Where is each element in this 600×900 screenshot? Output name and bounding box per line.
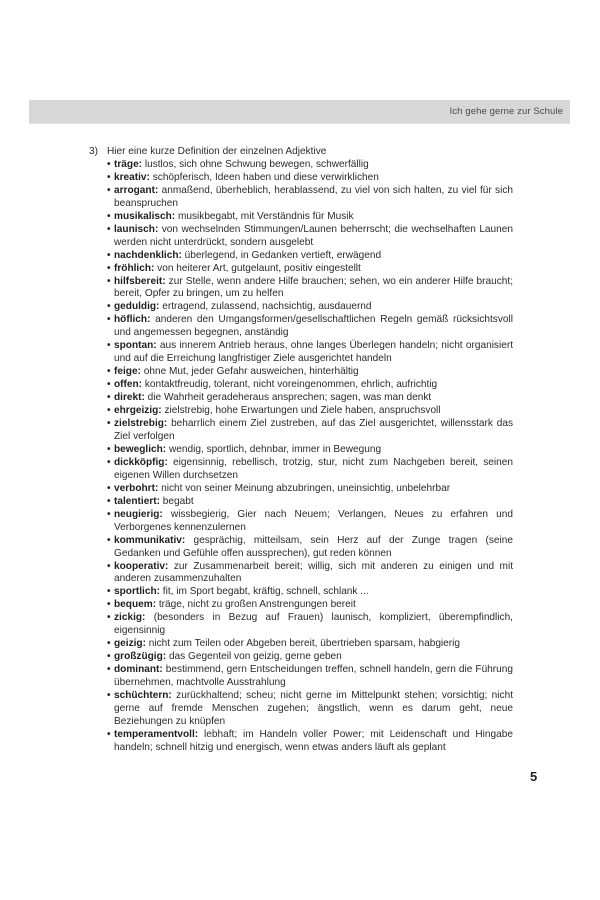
definition-text: bestimmend, gern Entscheidungen treffen, schnell handeln, gern die Führung übernehmen, machtvolle Ausstrahlung bbox=[114, 664, 513, 689]
bullet-icon: • bbox=[107, 379, 111, 391]
definition-item bbox=[107, 586, 513, 599]
bullet-icon: • bbox=[107, 340, 111, 352]
bullet-icon: • bbox=[107, 638, 111, 650]
definition-item bbox=[107, 185, 513, 211]
bullet-icon: • bbox=[107, 664, 111, 676]
definition-text: (besonders in Bezug auf Frauen) launisch, kompliziert, überempfindlich, eigensinnig bbox=[114, 612, 513, 637]
definition-text: überlegend, in Gedanken vertieft, erwägend bbox=[181, 249, 382, 261]
definition-text: fit, im Sport begabt, kräftig, schnell, schlank ... bbox=[159, 586, 369, 598]
bullet-icon: • bbox=[107, 405, 111, 417]
definition-text: anderen den Umgangsformen/gesellschaftlichen Regeln gemäß rücksichtsvoll und angemessen begegnen, anständig bbox=[114, 314, 513, 339]
bullet-icon: • bbox=[107, 534, 111, 546]
definition-term: dominant: bbox=[114, 664, 163, 676]
definition-item bbox=[107, 392, 513, 405]
definition-item bbox=[107, 224, 513, 250]
definition-text: die Wahrheit geradeheraus ansprechen; sagen, was man denkt bbox=[144, 392, 432, 404]
page-content bbox=[89, 146, 513, 755]
bullet-icon: • bbox=[107, 366, 111, 378]
definition-item bbox=[107, 638, 513, 651]
definition-term: temperamentvoll: bbox=[114, 728, 199, 740]
definition-term: feige: bbox=[114, 366, 141, 378]
definition-term: beweglich: bbox=[114, 443, 167, 455]
bullet-icon: • bbox=[107, 262, 111, 274]
definition-text: kontaktfreudig, tolerant, nicht voreingenommen, ehrlich, aufrichtig bbox=[142, 379, 438, 391]
definition-term: spontan: bbox=[114, 340, 157, 352]
bullet-icon: • bbox=[107, 418, 111, 430]
definition-item bbox=[107, 211, 513, 224]
bullet-icon: • bbox=[107, 560, 111, 572]
bullet-icon: • bbox=[107, 392, 111, 404]
definition-text: aus innerem Antrieb heraus, ohne langes Überlegen handeln; nicht organisiert und auf die Erreichung langfristiger Ziele ausgerichtet handeln bbox=[114, 340, 513, 365]
definition-term: neugierig: bbox=[114, 508, 163, 520]
definition-text: das Gegenteil von geizig, gerne geben bbox=[166, 651, 342, 663]
definition-term: fröhlich: bbox=[114, 262, 155, 274]
definition-term: geizig: bbox=[114, 638, 146, 650]
definition-text: träge, nicht zu großen Anstrengungen bereit bbox=[156, 599, 356, 611]
definition-text: ertragend, zulassend, nachsichtig, ausdauernd bbox=[159, 301, 372, 313]
definition-item bbox=[107, 729, 513, 755]
definition-list bbox=[89, 159, 513, 755]
bullet-icon: • bbox=[107, 482, 111, 494]
running-header-bar bbox=[29, 100, 570, 124]
definition-term: direkt: bbox=[114, 392, 145, 404]
definition-text: wendig, sportlich, dehnbar, immer in Bewegung bbox=[166, 443, 382, 455]
definition-text: von wechselnden Stimmungen/Launen beherrscht; die wechselhaften Launen werden nicht unterdrückt, sondern ausgelebt bbox=[114, 223, 513, 248]
bullet-icon: • bbox=[107, 301, 111, 313]
definition-item bbox=[107, 457, 513, 483]
definition-item bbox=[107, 535, 513, 561]
definition-item bbox=[107, 366, 513, 379]
definition-item bbox=[107, 159, 513, 172]
definition-term: dickköpfig: bbox=[114, 456, 168, 468]
definition-item bbox=[107, 418, 513, 444]
definition-text: nicht zum Teilen oder Abgeben bereit, übertrieben sparsam, habgierig bbox=[145, 638, 461, 650]
definition-term: sportlich: bbox=[114, 586, 160, 598]
definition-item bbox=[107, 651, 513, 664]
bullet-icon: • bbox=[107, 728, 111, 740]
definition-text: gesprächig, mitteilsam, sein Herz auf der Zunge tragen (seine Gedanken und Gefühle offen aussprechen), gut reden können bbox=[114, 534, 513, 559]
definition-item bbox=[107, 314, 513, 340]
definition-term: geduldig: bbox=[114, 301, 160, 313]
definition-term: hilfsbereit: bbox=[114, 275, 166, 287]
definition-term: musikalisch: bbox=[114, 210, 176, 222]
bullet-icon: • bbox=[107, 171, 111, 183]
definition-term: kooperativ: bbox=[114, 560, 169, 572]
definition-text: beharrlich einem Ziel zustreben, auf das Ziel ausgerichtet, willensstark das Ziel verfolgen bbox=[114, 418, 513, 442]
definition-term: verbohrt: bbox=[114, 482, 159, 494]
bullet-icon: • bbox=[107, 508, 111, 520]
definition-text: schöpferisch, Ideen haben und diese verwirklichen bbox=[149, 171, 379, 183]
definition-item bbox=[107, 664, 513, 690]
running-header-title: Ich gehe gerne zur Schule bbox=[449, 106, 563, 117]
definition-term: talentiert: bbox=[114, 495, 160, 507]
definition-item bbox=[107, 250, 513, 263]
definition-item bbox=[107, 509, 513, 535]
definition-item bbox=[107, 172, 513, 185]
definition-text: anmaßend, überheblich, herablassend, zu viel von sich halten, zu viel für sich beanspruchen bbox=[114, 184, 513, 209]
definition-item bbox=[107, 263, 513, 276]
definition-text: wissbegierig, Gier nach Neuem; Verlangen, Neues zu erfahren und Verborgenes kennenzulernen bbox=[114, 508, 513, 533]
definition-term: höflich: bbox=[114, 314, 151, 326]
definition-term: launisch: bbox=[114, 223, 159, 235]
definition-term: arrogant: bbox=[114, 184, 159, 196]
bullet-icon: • bbox=[107, 443, 111, 455]
definition-term: zickig: bbox=[114, 612, 146, 624]
bullet-icon: • bbox=[107, 249, 111, 261]
definition-text: ohne Mut, jeder Gefahr ausweichen, hinterhältig bbox=[140, 366, 359, 378]
definition-item bbox=[107, 340, 513, 366]
definition-item bbox=[107, 612, 513, 638]
bullet-icon: • bbox=[107, 275, 111, 287]
definition-text: zur Stelle, wenn andere Hilfe brauchen; sehen, wo ein anderer Hilfe braucht; bereit, Opfer zu bringen, um zu helfen bbox=[114, 275, 513, 300]
definition-item bbox=[107, 276, 513, 302]
definition-text: eigensinnig, rebellisch, trotzig, stur, nicht zum Nachgeben bereit, seinen eigenen Willen durchsetzen bbox=[114, 456, 513, 481]
definition-item bbox=[107, 444, 513, 457]
page-number: 5 bbox=[530, 769, 538, 784]
definition-item bbox=[107, 483, 513, 496]
definition-text: zurückhaltend; scheu; nicht gerne im Mittelpunkt stehen; vorsichtig; nicht gerne auf fremde Menschen zugehen; ängstlich, wenn es darum geht, neue Beziehungen zu knüpfen bbox=[114, 690, 513, 727]
definition-item bbox=[107, 405, 513, 418]
definition-term: bequem: bbox=[114, 599, 157, 611]
definition-text: lustlos, sich ohne Schwung bewegen, schwerfällig bbox=[142, 158, 369, 170]
section-number: 3) bbox=[89, 146, 98, 157]
definition-text: nicht von seiner Meinung abzubringen, uneinsichtig, unbelehrbar bbox=[158, 482, 451, 494]
definition-term: kommunikativ: bbox=[114, 534, 186, 546]
definition-term: zielstrebig: bbox=[114, 418, 168, 430]
bullet-icon: • bbox=[107, 586, 111, 598]
definition-item bbox=[107, 496, 513, 509]
bullet-icon: • bbox=[107, 651, 111, 663]
bullet-icon: • bbox=[107, 495, 111, 507]
definition-term: ehrgeizig: bbox=[114, 405, 162, 417]
definition-item bbox=[107, 301, 513, 314]
section-intro: Hier eine kurze Definition der einzelnen Adjektive bbox=[107, 146, 327, 157]
definition-term: großzügig: bbox=[114, 651, 167, 663]
definition-term: offen: bbox=[114, 379, 143, 391]
definition-text: lebhaft; im Handeln voller Power; mit Leidenschaft und Hingabe handeln; schnell hitzig und energisch, wenn etwas anders läuft als geplant bbox=[114, 728, 513, 753]
bullet-icon: • bbox=[107, 158, 111, 170]
definition-term: schüchtern: bbox=[114, 690, 172, 702]
bullet-icon: • bbox=[107, 314, 111, 326]
bullet-icon: • bbox=[107, 184, 111, 196]
definition-text: zielstrebig, hohe Erwartungen und Ziele haben, anspruchsvoll bbox=[161, 405, 441, 417]
definition-term: nachdenklich: bbox=[114, 249, 182, 261]
definition-text: musikbegabt, mit Verständnis für Musik bbox=[175, 210, 354, 222]
definition-item bbox=[107, 379, 513, 392]
definition-term: träge: bbox=[114, 158, 143, 170]
bullet-icon: • bbox=[107, 223, 111, 235]
bullet-icon: • bbox=[107, 456, 111, 468]
bullet-icon: • bbox=[107, 690, 111, 702]
definition-text: von heiterer Art, gutgelaunt, positiv eingestellt bbox=[154, 262, 361, 274]
definition-item bbox=[107, 561, 513, 587]
definition-term: kreativ: bbox=[114, 171, 150, 183]
definition-item bbox=[107, 690, 513, 729]
definition-text: begabt bbox=[160, 495, 194, 507]
section-heading bbox=[89, 146, 513, 159]
bullet-icon: • bbox=[107, 599, 111, 611]
definition-text: zur Zusammenarbeit bereit; willig, sich mit anderen zu einigen und mit anderen zusammenzuhalten bbox=[114, 560, 513, 585]
bullet-icon: • bbox=[107, 210, 111, 222]
definition-item bbox=[107, 599, 513, 612]
bullet-icon: • bbox=[107, 612, 111, 624]
